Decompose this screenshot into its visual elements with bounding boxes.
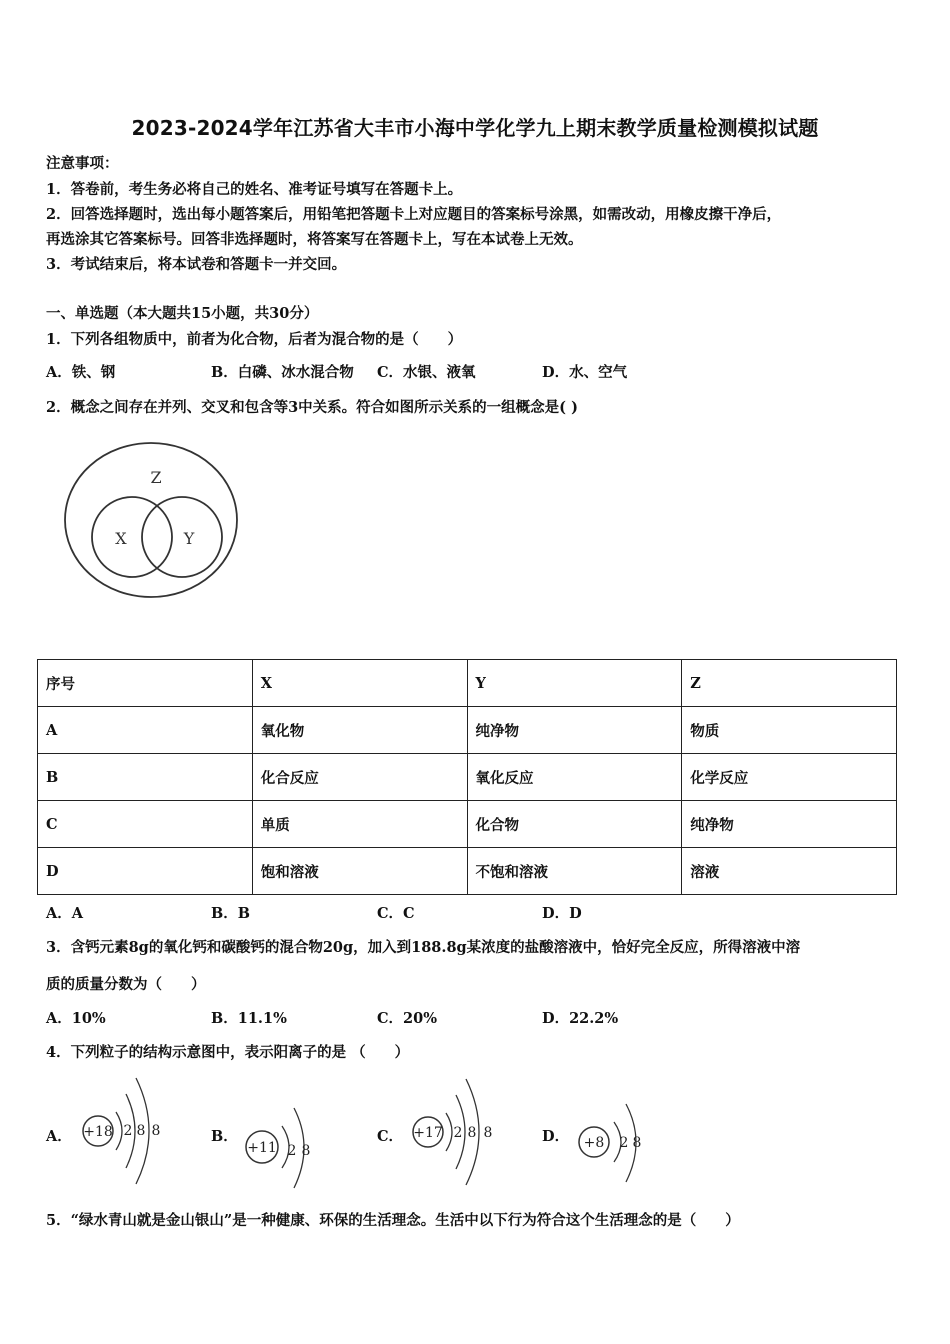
table-cell: 纯净物: [682, 801, 897, 848]
table-row: [38, 801, 897, 848]
q1-option-a[interactable]: A．铁、钢: [46, 364, 116, 381]
q4-option-b-label[interactable]: B．: [211, 1128, 238, 1145]
table-header-cell: X: [252, 660, 467, 707]
table-cell: C: [38, 801, 253, 848]
shell-electron-count: 8: [467, 1125, 477, 1141]
table-header-cell: 序号: [38, 660, 253, 707]
table-cell: A: [38, 707, 253, 754]
notice-heading: 注意事项：: [46, 155, 119, 172]
shell-electron-count: 2: [287, 1143, 297, 1159]
section-heading: 一、单选题（本大题共15小题，共30分）: [46, 305, 319, 322]
shell-electron-count: 8: [151, 1123, 161, 1139]
table-row: [38, 754, 897, 801]
venn-outer-circle: [65, 443, 237, 597]
q3-stem-line-1: 3．含钙元素8g的氧化钙和碳酸钙的混合物20g，加入到188.8g某浓度的盐酸溶液中，恰好完全反应，所得溶液中溶: [46, 939, 801, 956]
venn-diagram: [60, 440, 245, 602]
table-cell: 氧化反应: [467, 754, 682, 801]
q1-option-d[interactable]: D．水、空气: [542, 364, 628, 381]
q4-option-d-label[interactable]: D．: [542, 1128, 570, 1145]
table-cell: B: [38, 754, 253, 801]
nucleus-charge: +17: [413, 1125, 443, 1141]
shell-electron-count: 8: [301, 1143, 311, 1159]
table-cell: 单质: [252, 801, 467, 848]
q4-stem: 4．下列粒子的结构示意图中，表示阳离子的是 （ ）: [46, 1044, 410, 1061]
venn-label-x: X: [115, 529, 127, 548]
q2-option-c[interactable]: C．C: [377, 905, 415, 922]
electron-shell-arc: [116, 1112, 122, 1150]
q5-stem: 5．“绿水青山就是金山银山”是一种健康、环保的生活理念。生活中以下行为符合这个生活理念的是（ ）: [46, 1212, 740, 1229]
q3-stem-line-2: 质的质量分数为（ ）: [46, 976, 206, 993]
table-cell: 化学反应: [682, 754, 897, 801]
q4-option-a-label[interactable]: A．: [46, 1128, 72, 1145]
shell-electron-count: 8: [136, 1123, 146, 1139]
table-row: [38, 848, 897, 895]
table-row: [38, 707, 897, 754]
q4-atom-diagram-b: [240, 1102, 320, 1194]
q2-table: [37, 659, 897, 895]
notice-item-2-cont: 再选涂其它答案标号。回答非选择题时，将答案写在答题卡上，写在本试卷上无效。: [46, 231, 583, 248]
venn-right-circle: [142, 497, 222, 577]
q2-option-d[interactable]: D．D: [542, 905, 582, 922]
table-header-cell: Z: [682, 660, 897, 707]
nucleus-charge: +18: [83, 1124, 113, 1140]
q1-option-b[interactable]: B．白磷、冰水混合物: [211, 364, 354, 381]
q4-atom-diagram-c: [408, 1074, 500, 1192]
notice-item-1: 1．答卷前，考生务必将自己的姓名、准考证号填写在答题卡上。: [46, 181, 463, 198]
q4-option-c-label[interactable]: C．: [377, 1128, 404, 1145]
venn-label-y: Y: [183, 529, 195, 548]
exam-title: 2023-2024学年江苏省大丰市小海中学化学九上期末教学质量检测模拟试题: [131, 116, 819, 140]
table-cell: 化合反应: [252, 754, 467, 801]
shell-electron-count: 8: [483, 1125, 493, 1141]
table-header-cell: Y: [467, 660, 682, 707]
table-cell: 溶液: [682, 848, 897, 895]
q1-stem: 1．下列各组物质中，前者为化合物，后者为混合物的是（ ）: [46, 331, 463, 348]
table-cell: 氧化物: [252, 707, 467, 754]
notice-item-2: 2．回答选择题时，选出每小题答案后，用铅笔把答题卡上对应题目的答案标号涂黑，如需改动，用橡皮擦干净后，: [46, 206, 782, 223]
table-cell: 不饱和溶液: [467, 848, 682, 895]
shell-electron-count: 2: [453, 1125, 463, 1141]
table-cell: 饱和溶液: [252, 848, 467, 895]
q3-option-c[interactable]: C．20%: [377, 1010, 437, 1027]
table-header-row: [38, 660, 897, 707]
shell-electron-count: 2: [619, 1135, 629, 1151]
table-cell: 物质: [682, 707, 897, 754]
q1-option-c[interactable]: C．水银、液氧: [377, 364, 476, 381]
nucleus-charge: +8: [583, 1135, 605, 1151]
venn-left-circle: [92, 497, 172, 577]
table-cell: 化合物: [467, 801, 682, 848]
q3-option-a[interactable]: A．10%: [46, 1010, 106, 1027]
q3-option-b[interactable]: B．11.1%: [211, 1010, 287, 1027]
q3-option-d[interactable]: D．22.2%: [542, 1010, 619, 1027]
table-cell: D: [38, 848, 253, 895]
shell-electron-count: 8: [632, 1135, 642, 1151]
table-cell: 纯净物: [467, 707, 682, 754]
notice-item-3: 3．考试结束后，将本试卷和答题卡一并交回。: [46, 256, 347, 273]
electron-shell-arc: [446, 1113, 452, 1151]
q2-option-b[interactable]: B．B: [211, 905, 251, 922]
q2-option-a[interactable]: A．A: [46, 905, 84, 922]
shell-electron-count: 2: [123, 1123, 133, 1139]
q2-stem: 2．概念之间存在并列、交叉和包含等3中关系。符合如图所示关系的一组概念是( ): [46, 399, 578, 416]
nucleus-charge: +11: [247, 1140, 277, 1156]
venn-label-z: Z: [150, 468, 162, 487]
q4-atom-diagram-d: [574, 1098, 654, 1190]
q4-atom-diagram-a: [78, 1072, 170, 1190]
